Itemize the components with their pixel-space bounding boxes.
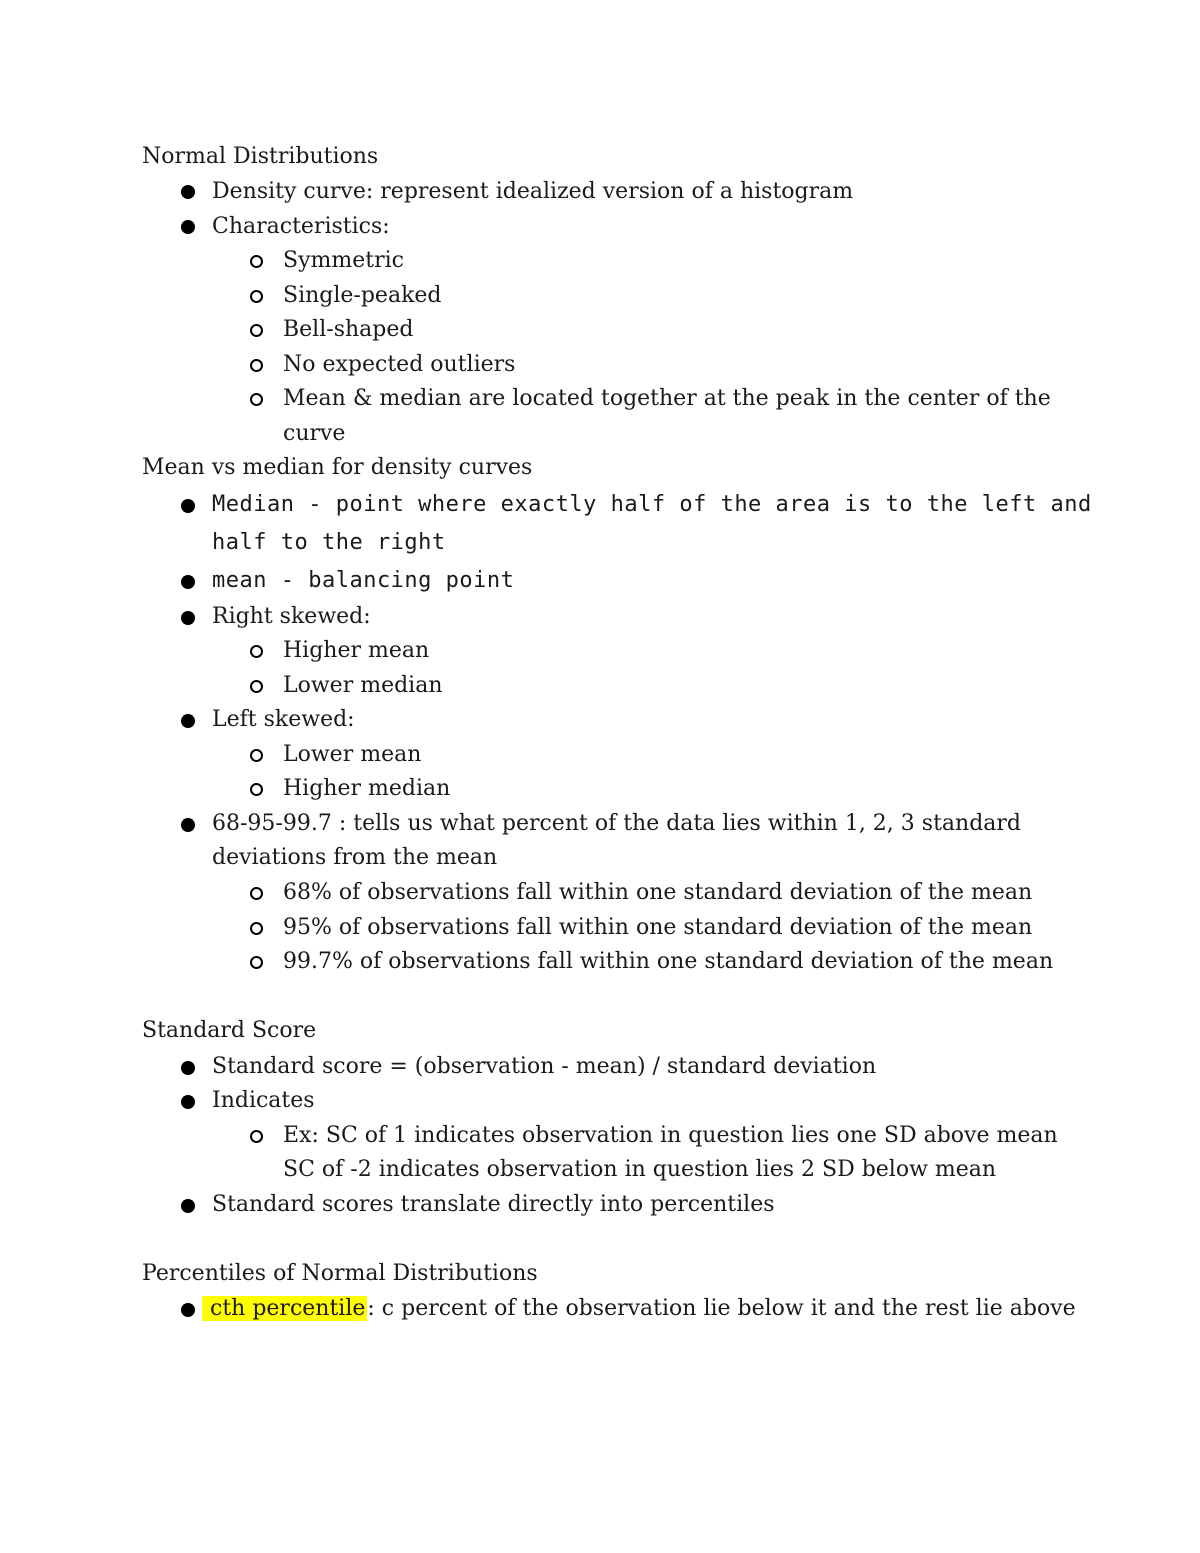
subitem-lower-mean: Lower mean <box>283 742 422 767</box>
item-translate-percentiles: Standard scores translate directly into percentiles <box>212 1192 775 1217</box>
bullet-circle-icon <box>250 290 263 303</box>
subitem-lower-median: Lower median <box>283 673 443 698</box>
bullet-circle-icon <box>250 645 263 658</box>
bullet-circle-icon <box>250 1130 263 1143</box>
heading-mean-vs-median: Mean vs median for density curves <box>142 455 533 480</box>
bullet-circle-icon <box>250 783 263 796</box>
highlighted-term: cth percentile <box>202 1296 367 1321</box>
item-median-line2: half to the right <box>212 530 446 555</box>
heading-normal-distributions: Normal Distributions <box>142 144 379 169</box>
bullet-disc-icon <box>181 818 195 832</box>
subitem-95-percent: 95% of observations fall within one standard deviation of the mean <box>283 915 1033 940</box>
item-standard-score-formula: Standard score = (observation - mean) / standard deviation <box>212 1054 877 1079</box>
subitem-no-outliers: No expected outliers <box>283 352 516 377</box>
bullet-circle-icon <box>250 749 263 762</box>
subitem-higher-mean: Higher mean <box>283 638 430 663</box>
bullet-circle-icon <box>250 393 263 406</box>
bullet-circle-icon <box>250 324 263 337</box>
heading-standard-score: Standard Score <box>142 1018 317 1043</box>
bullet-circle-icon <box>250 956 263 969</box>
bullet-circle-icon <box>250 887 263 900</box>
bullet-disc-icon <box>181 611 195 625</box>
bullet-disc-icon <box>181 1095 195 1109</box>
subitem-mean-median-line2: curve <box>283 421 346 446</box>
item-median-line1: Median - point where exactly half of the area is to the left and <box>212 492 1092 517</box>
item-mean-balancing: mean - balancing point <box>212 568 515 593</box>
item-left-skewed: Left skewed: <box>212 707 355 732</box>
bullet-disc-icon <box>181 575 195 589</box>
subitem-symmetric: Symmetric <box>283 248 404 273</box>
item-density-curve: Density curve: represent idealized version of a histogram <box>212 179 854 204</box>
heading-percentiles: Percentiles of Normal Distributions <box>142 1261 538 1286</box>
bullet-circle-icon <box>250 680 263 693</box>
subitem-higher-median: Higher median <box>283 776 451 801</box>
item-characteristics: Characteristics: <box>212 214 390 239</box>
bullet-circle-icon <box>250 255 263 268</box>
bullet-disc-icon <box>181 1199 195 1213</box>
subitem-single-peaked: Single-peaked <box>283 283 442 308</box>
item-right-skewed: Right skewed: <box>212 604 371 629</box>
bullet-disc-icon <box>181 185 195 199</box>
item-cth-percentile <box>212 1292 1076 1326</box>
subitem-bell-shaped: Bell-shaped <box>283 317 414 342</box>
subitem-mean-median-line1: Mean & median are located together at the peak in the center of the <box>283 386 1051 411</box>
item-689599-line1: 68-95-99.7 : tells us what percent of the data lies within 1, 2, 3 standard <box>212 811 1021 836</box>
item-689599-line2: deviations from the mean <box>212 845 498 870</box>
subitem-example-line2: SC of -2 indicates observation in question lies 2 SD below mean <box>283 1157 997 1182</box>
item-indicates: Indicates <box>212 1088 315 1113</box>
bullet-disc-icon <box>181 1061 195 1075</box>
bullet-disc-icon <box>181 714 195 728</box>
bullet-disc-icon <box>181 1303 195 1317</box>
percentile-definition: : c percent of the observation lie below it and the rest lie above <box>367 1296 1076 1321</box>
subitem-example-line1: Ex: SC of 1 indicates observation in question lies one SD above mean <box>283 1123 1058 1148</box>
bullet-circle-icon <box>250 359 263 372</box>
bullet-disc-icon <box>181 220 195 234</box>
subitem-997-percent: 99.7% of observations fall within one standard deviation of the mean <box>283 949 1054 974</box>
subitem-68-percent: 68% of observations fall within one standard deviation of the mean <box>283 880 1033 905</box>
bullet-disc-icon <box>181 499 195 513</box>
bullet-circle-icon <box>250 922 263 935</box>
